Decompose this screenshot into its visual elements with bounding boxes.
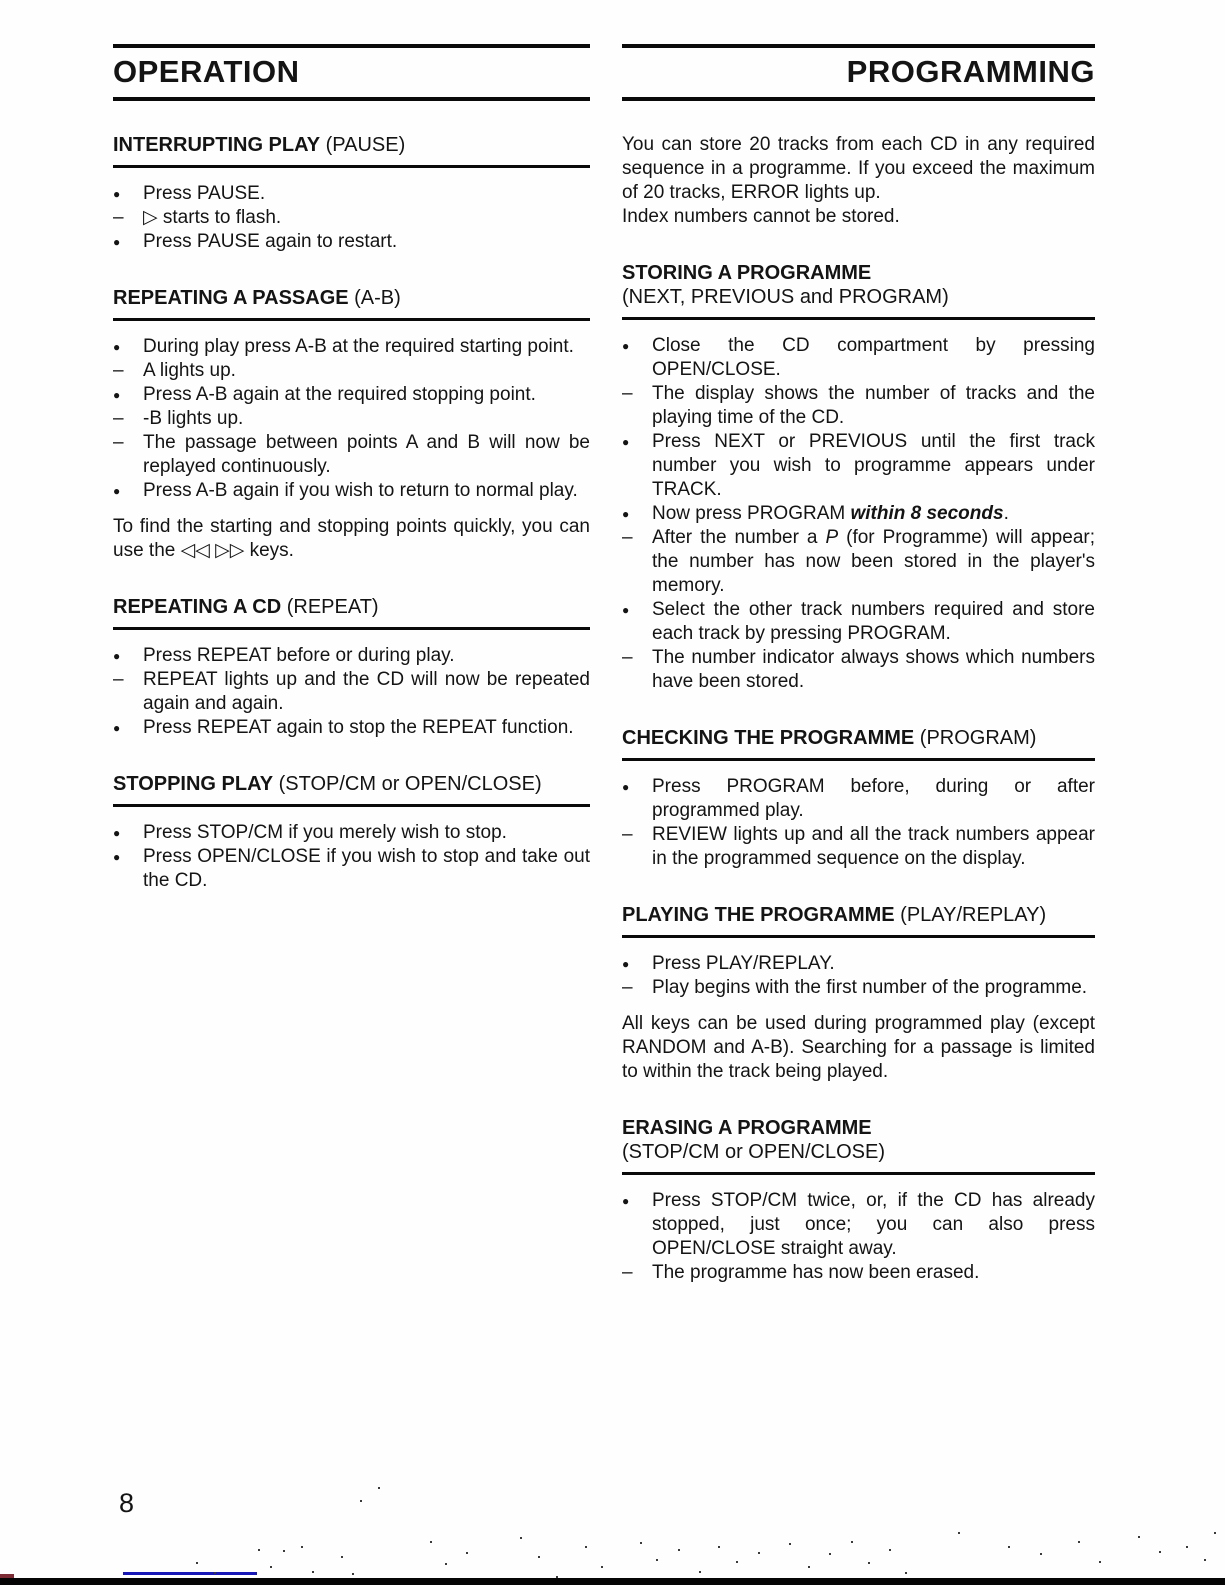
bullet-icon: ● [622,435,630,449]
list-item [622,646,1095,694]
section-checking-the-programme [622,726,1095,871]
section-title-bold: STORING A PROGRAMME [622,262,872,284]
item-list [622,952,1095,1000]
list-item [113,230,590,254]
section-title-suffix: (STOP/CM or OPEN/CLOSE) [273,773,542,795]
section-title-bold: ERASING A PROGRAMME [622,1117,872,1139]
item-text-segment: After the number a [652,527,826,548]
item-list [113,182,590,254]
item-text-segment: (for Programme) will appear; the number has now been stored in the player's memory. [652,527,1095,596]
item-list [113,335,590,503]
section-title-line2: (STOP/CM or OPEN/CLOSE) [622,1141,886,1163]
section-playing-the-programme [622,903,1095,1084]
bullet-icon: ● [622,603,630,617]
blue-underline-artifact [123,1572,257,1575]
dash-icon: – [622,527,633,548]
item-text: REPEAT lights up and the CD will now be repeated again and again. [143,669,590,714]
dash-icon: – [622,1262,633,1283]
section-title-bold: REPEATING A PASSAGE [113,287,349,309]
list-item [113,359,590,383]
dash-icon: – [113,669,124,690]
intro-paragraph: Index numbers cannot be stored. [622,206,900,227]
dash-icon: – [622,977,633,998]
item-list [622,1189,1095,1285]
item-text-segment: Now press PROGRAM [652,503,851,524]
list-item [622,382,1095,430]
dash-icon: – [113,360,124,381]
bullet-icon: ● [113,235,121,249]
item-list [622,775,1095,871]
item-text: ▷ starts to flash. [143,207,282,228]
bullet-icon: ● [622,1194,630,1208]
item-text: The number indicator always shows which numbers have been stored. [652,647,1095,692]
section-title [622,1116,1095,1175]
section-title-suffix: (PROGRAM) [914,727,1037,749]
note-paragraph: All keys can be used during programmed play (except RANDOM and A-B). Searching for a passage is limited to within the track being played. [622,1013,1095,1082]
programming-header-band [622,44,1095,101]
item-text: The programme has now been erased. [652,1262,980,1283]
list-item [622,823,1095,871]
section-title-suffix: (A-B) [348,287,401,309]
section-interrupting-play [113,133,590,254]
list-item [113,383,590,407]
item-text: The passage between points A and B will now be replayed continuously. [143,432,590,477]
list-item [622,598,1095,646]
section-title [622,726,1095,761]
section-title-suffix: (PAUSE) [320,134,406,156]
bullet-icon: ● [622,339,630,353]
list-item [113,206,590,230]
list-item [113,431,590,479]
section-title [113,286,590,321]
note-paragraph: To find the starting and stopping points quickly, you can use the ◁◁ ▷▷ keys. [113,516,590,561]
item-text-emphasis: within 8 seconds [850,503,1004,524]
item-text: Press STOP/CM twice, or, if the CD has already stopped, just once; you can also press OPEN/CLOSE straight away. [652,1190,1095,1259]
section-erasing-a-programme [622,1116,1095,1285]
item-text: Press PAUSE. [143,183,266,204]
item-text [652,526,1095,598]
dash-icon: – [622,383,633,404]
bullet-icon: ● [113,484,121,498]
item-list [113,644,590,740]
bullet-icon: ● [622,780,630,794]
list-item [113,335,590,359]
section-storing-a-programme [622,261,1095,694]
item-text: Press A-B again if you wish to return to normal play. [143,480,578,501]
item-text: Close the CD compartment by pressing OPEN/CLOSE. [652,335,1095,380]
dash-icon: – [113,408,124,429]
bullet-icon: ● [622,957,630,971]
item-text: Press OPEN/CLOSE if you wish to stop and take out the CD. [143,846,590,891]
list-item [113,182,590,206]
item-text: -B lights up. [143,408,244,429]
programming-header: PROGRAMMING [846,54,1095,89]
section-title-bold: REPEATING A CD [113,596,282,618]
list-item [622,526,1095,598]
bullet-icon: ● [113,649,121,663]
section-title-bold: STOPPING PLAY [113,773,274,795]
list-item [622,976,1095,1000]
bullet-icon: ● [113,721,121,735]
item-text: Press PAUSE again to restart. [143,231,398,252]
item-text: Press PLAY/REPLAY. [652,953,835,974]
programming-column [622,44,1095,1285]
list-item [113,407,590,431]
operation-column [113,44,590,893]
list-item [622,502,1095,526]
section-title-suffix: (REPEAT) [281,596,379,618]
section-repeating-a-cd [113,595,590,740]
section-title [622,903,1095,938]
list-item [113,668,590,716]
item-text: Press PROGRAM before, during or after programmed play. [652,776,1095,821]
item-text: REVIEW lights up and all the track numbers appear in the programmed sequence on the display. [652,824,1095,869]
section-title-suffix: (PLAY/REPLAY) [894,904,1047,926]
section-title-bold: INTERRUPTING PLAY [113,134,321,156]
item-text: During play press A-B at the required starting point. [143,336,574,357]
section-title [622,261,1095,320]
list-item [113,821,590,845]
list-item [622,952,1095,976]
list-item [113,644,590,668]
section-title [113,133,590,168]
item-text: Play begins with the first number of the programme. [652,977,1088,998]
item-text: Press A-B again at the required stopping point. [143,384,536,405]
list-item [622,775,1095,823]
item-list [113,821,590,893]
section-repeating-a-passage [113,286,590,563]
operation-header: OPERATION [113,54,300,89]
bullet-icon: ● [113,826,121,840]
section-title-bold: CHECKING THE PROGRAMME [622,727,915,749]
page-number: 8 [119,1488,135,1518]
scan-edge-bar [0,1578,1225,1585]
section-title-line2: (NEXT, PREVIOUS and PROGRAM) [622,286,949,308]
dash-icon: – [113,432,124,453]
list-item [113,845,590,893]
item-text-emphasis: P [825,527,839,548]
dash-icon: – [622,647,633,668]
bullet-icon: ● [622,507,630,521]
section-title-bold: PLAYING THE PROGRAMME [622,904,895,926]
scan-noise [0,0,2,2]
list-item [622,430,1095,502]
dash-icon: – [622,824,633,845]
item-text: Select the other track numbers required and store each track by pressing PROGRAM. [652,599,1095,644]
item-text: The display shows the number of tracks and the playing time of the CD. [652,383,1095,428]
item-text-segment: . [1003,503,1009,524]
section-stopping-play [113,772,590,893]
item-text: Press REPEAT again to stop the REPEAT function. [143,717,574,738]
list-item [622,1261,1095,1285]
list-item [622,334,1095,382]
list-item [113,479,590,503]
intro-paragraph: You can store 20 tracks from each CD in any required sequence in a programme. If you exceed the maximum of 20 tracks, ERROR lights up. [622,134,1095,203]
section-title [113,595,590,630]
bullet-icon: ● [113,187,121,201]
item-text: Press NEXT or PREVIOUS until the first track number you wish to programme appears under TRACK. [652,431,1095,500]
bullet-icon: ● [113,340,121,354]
item-text: Press REPEAT before or during play. [143,645,455,666]
item-list [622,334,1095,694]
item-text [652,502,1095,526]
operation-header-band [113,44,590,101]
bullet-icon: ● [113,388,121,402]
list-item [622,1189,1095,1261]
dash-icon: – [113,207,124,228]
list-item [113,716,590,740]
item-text: A lights up. [143,360,236,381]
item-text: Press STOP/CM if you merely wish to stop. [143,822,507,843]
bullet-icon: ● [113,850,121,864]
section-title [113,772,590,807]
